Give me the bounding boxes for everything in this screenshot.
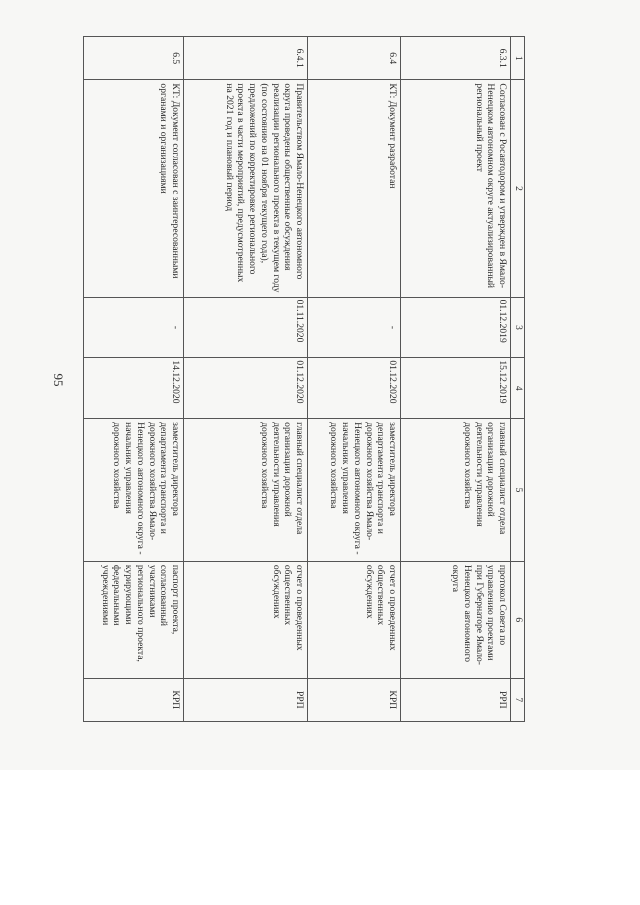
table-frame <box>85 36 525 722</box>
row-result: протокол Совета по управлению проектами при Губернаторе Ямало-Ненецкого автономного округа <box>401 561 511 678</box>
row-end-date: 15.12.2019 <box>401 358 511 419</box>
row-responsible: главный специалист отдела организации дорожной деятельности управления дорожного хозяйства <box>184 419 308 562</box>
header-cell: 1 <box>511 37 525 80</box>
header-cell: 5 <box>511 419 525 562</box>
row-responsible: заместитель директора департамента транспорта и дорожного хозяйства Ямало-Ненецкого автономного округа - начальник управления дорожного хозяйства <box>84 419 184 562</box>
row-end-date: 14.12.2020 <box>84 358 184 419</box>
row-level: КРП <box>308 678 401 721</box>
row-result: отчет о проведенных общественных обсуждениях <box>308 561 401 678</box>
row-event: Согласован с Росавтодором и утвержден в Ямало-Ненецком автономном округе актуализированный региональный проект <box>401 80 511 297</box>
header-cell: 7 <box>511 678 525 721</box>
row-start-date: 01.11.2020 <box>184 297 308 358</box>
row-number: 6.4 <box>308 37 401 80</box>
row-responsible: главный специалист отдела организации дорожной деятельности управления дорожного хозяйства <box>401 419 511 562</box>
header-cell: 3 <box>511 297 525 358</box>
page-number: 95 <box>51 373 66 387</box>
table-row <box>184 37 308 722</box>
row-event: КТ: Документ согласован с заинтересованными органами и организациями <box>84 80 184 297</box>
row-number: 6.3.1 <box>401 37 511 80</box>
row-result: отчет о проведенных общественных обсуждениях <box>184 561 308 678</box>
row-end-date: 01.12.2020 <box>308 358 401 419</box>
schedule-table <box>83 36 525 722</box>
row-level: КРП <box>84 678 184 721</box>
rotated-table-wrapper <box>85 36 525 722</box>
row-start-date: - <box>308 297 401 358</box>
row-level: РРП <box>401 678 511 721</box>
table-header-row <box>511 37 525 722</box>
row-start-date: 01.12.2019 <box>401 297 511 358</box>
header-cell: 2 <box>511 80 525 297</box>
header-cell: 4 <box>511 358 525 419</box>
row-number: 6.5 <box>84 37 184 80</box>
table-row <box>401 37 511 722</box>
table-row <box>308 37 401 722</box>
row-responsible: заместитель директора департамента транспорта и дорожного хозяйства Ямало-Ненецкого автономного округа - начальник управления дорожного хозяйства <box>308 419 401 562</box>
row-end-date: 01.12.2020 <box>184 358 308 419</box>
row-level: РРП <box>184 678 308 721</box>
row-result: паспорт проекта, согласованный участниками регионального проекта, курирующими федеральными учреждениями <box>84 561 184 678</box>
row-start-date: - <box>84 297 184 358</box>
row-event: Правительством Ямало-Ненецкого автономного округа проведены общественные обсуждения реализации регионального проекта в текущем году (по состоянию на 01 ноября текущего года), предложений по корректировке регионального проекта в части мероприятий, предусмотренных на 2021 год и плановый период <box>184 80 308 297</box>
row-number: 6.4.1 <box>184 37 308 80</box>
row-event: КТ: Документ разработан <box>308 80 401 297</box>
table-row <box>84 37 184 722</box>
header-cell: 6 <box>511 561 525 678</box>
